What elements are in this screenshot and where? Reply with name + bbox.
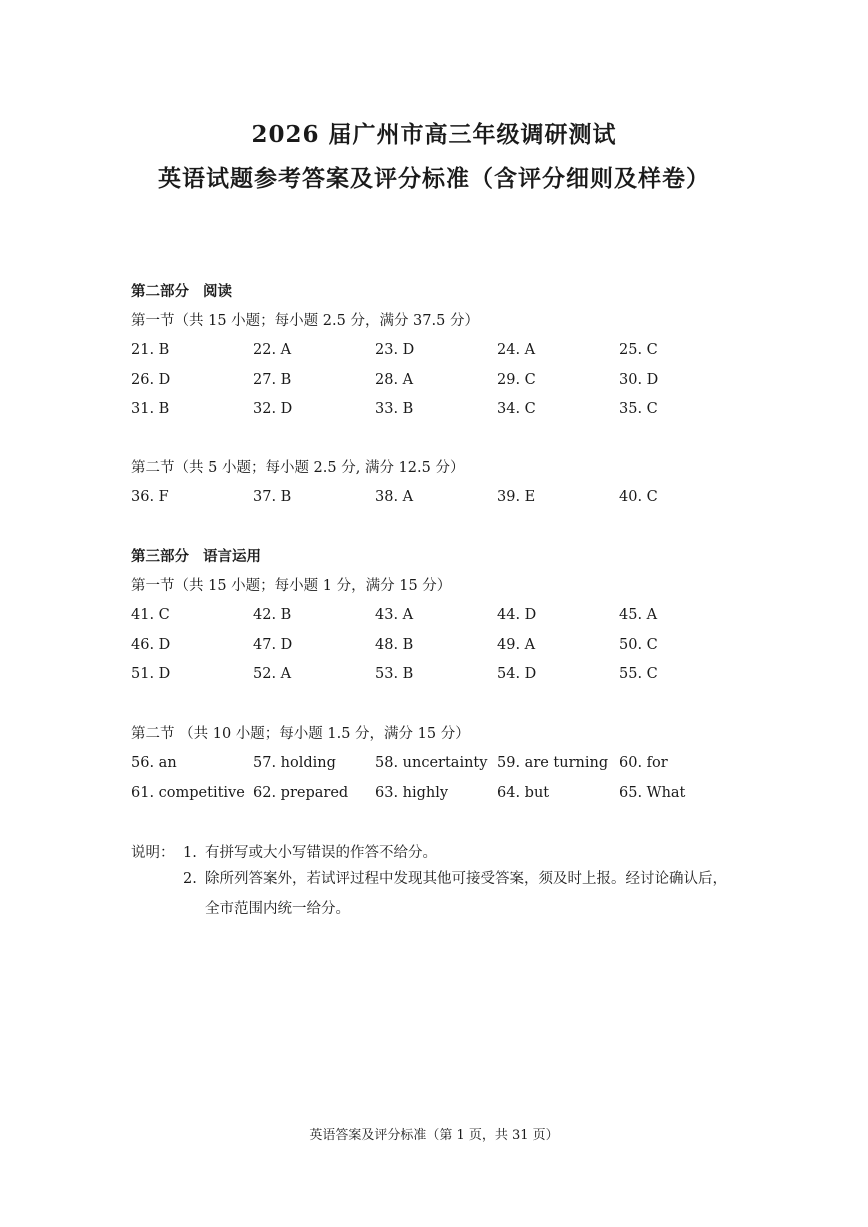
part3-section2 bbox=[131, 724, 771, 812]
answer-47: 47. D bbox=[253, 636, 293, 653]
answer-61: 61. competitive bbox=[131, 784, 245, 801]
grading-notes bbox=[131, 843, 771, 927]
answer-45: 45. A bbox=[619, 607, 658, 623]
answer-23: 23. D bbox=[375, 342, 415, 358]
answer-row bbox=[131, 370, 771, 390]
answer-32: 32. D bbox=[253, 401, 293, 417]
answer-36: 36. F bbox=[131, 489, 169, 505]
note-number: 1. bbox=[183, 845, 197, 861]
note-number: 2. bbox=[183, 871, 197, 887]
answer-56: 56. an bbox=[131, 755, 177, 771]
part2-heading-label: 第二部分 bbox=[131, 283, 189, 300]
answer-62: 62. prepared bbox=[253, 784, 349, 801]
document-title: 2026 届广州市高三年级调研测试 bbox=[251, 121, 617, 148]
answer-54: 54. D bbox=[497, 666, 537, 682]
note-item bbox=[131, 869, 771, 927]
part2-heading-name: 阅读 bbox=[203, 283, 232, 300]
answer-52: 52. A bbox=[253, 666, 292, 682]
answer-row bbox=[131, 487, 771, 507]
answer-57: 57. holding bbox=[253, 755, 336, 771]
answer-row bbox=[131, 340, 771, 360]
part3-heading-name: 语言运用 bbox=[203, 548, 261, 565]
part3-section2-heading: 第二节 （共 10 小题；每小题 1.5 分，满分 15 分） bbox=[131, 726, 470, 742]
answer-row bbox=[131, 635, 771, 655]
part2-section2-heading: 第二节（共 5 小题；每小题 2.5 分, 满分 12.5 分） bbox=[131, 460, 465, 476]
part2-section1-heading: 第一节（共 15 小题；每小题 2.5 分，满分 37.5 分） bbox=[131, 313, 479, 329]
answer-28: 28. A bbox=[375, 371, 414, 388]
answer-37: 37. B bbox=[253, 489, 292, 505]
answer-63: 63. highly bbox=[375, 784, 449, 801]
part3-language-use bbox=[131, 547, 771, 694]
answer-58: 58. uncertainty bbox=[375, 755, 488, 771]
note-text: 有拼写或大小写错误的作答不给分。 bbox=[205, 845, 437, 861]
answer-22: 22. A bbox=[253, 342, 292, 358]
note-text-continuation: 全市范围内统一给分。 bbox=[205, 901, 350, 917]
answer-34: 34. C bbox=[497, 401, 536, 417]
answer-row bbox=[131, 664, 771, 684]
part3-heading bbox=[131, 547, 771, 567]
answer-31: 31. B bbox=[131, 401, 170, 417]
part3-heading-label: 第三部分 bbox=[131, 548, 189, 565]
document-subtitle: 英语试题参考答案及评分标准（含评分细则及样卷） bbox=[158, 165, 710, 192]
answer-29: 29. C bbox=[497, 371, 536, 388]
part2-reading bbox=[131, 282, 771, 429]
answer-26: 26. D bbox=[131, 371, 171, 388]
answer-21: 21. B bbox=[131, 342, 170, 358]
answer-row bbox=[131, 605, 771, 625]
answer-30: 30. D bbox=[619, 371, 659, 388]
notes-label: 说明： bbox=[131, 845, 175, 861]
page-footer: 英语答案及评分标准（第 1 页，共 31 页） bbox=[309, 1128, 559, 1143]
answer-46: 46. D bbox=[131, 636, 171, 653]
answer-42: 42. B bbox=[253, 607, 292, 623]
answer-row bbox=[131, 399, 771, 419]
answer-44: 44. D bbox=[497, 607, 537, 623]
answer-65: 65. What bbox=[619, 784, 686, 801]
answer-43: 43. A bbox=[375, 607, 414, 623]
answer-35: 35. C bbox=[619, 401, 658, 417]
note-text: 除所列答案外，若试评过程中发现其他可接受答案，须及时上报。经讨论确认后， bbox=[205, 871, 727, 887]
answer-row bbox=[131, 783, 771, 803]
answer-64: 64. but bbox=[497, 784, 550, 801]
answer-51: 51. D bbox=[131, 666, 171, 682]
answer-41: 41. C bbox=[131, 607, 170, 623]
answer-39: 39. E bbox=[497, 489, 536, 505]
part2-section2 bbox=[131, 458, 771, 517]
answer-53: 53. B bbox=[375, 666, 414, 682]
answer-49: 49. A bbox=[497, 636, 536, 653]
answer-60: 60. for bbox=[619, 755, 668, 771]
note-item bbox=[131, 843, 771, 869]
answer-27: 27. B bbox=[253, 371, 292, 388]
answer-38: 38. A bbox=[375, 489, 414, 505]
answer-55: 55. C bbox=[619, 666, 658, 682]
part2-heading bbox=[131, 282, 771, 302]
answer-40: 40. C bbox=[619, 489, 658, 505]
answer-24: 24. A bbox=[497, 342, 536, 358]
answer-48: 48. B bbox=[375, 636, 414, 653]
part3-section1-heading: 第一节（共 15 小题；每小题 1 分，满分 15 分） bbox=[131, 578, 452, 594]
answer-row bbox=[131, 753, 771, 773]
answer-50: 50. C bbox=[619, 636, 658, 653]
answer-59: 59. are turning bbox=[497, 755, 609, 771]
answer-25: 25. C bbox=[619, 342, 658, 358]
answer-33: 33. B bbox=[375, 401, 414, 417]
